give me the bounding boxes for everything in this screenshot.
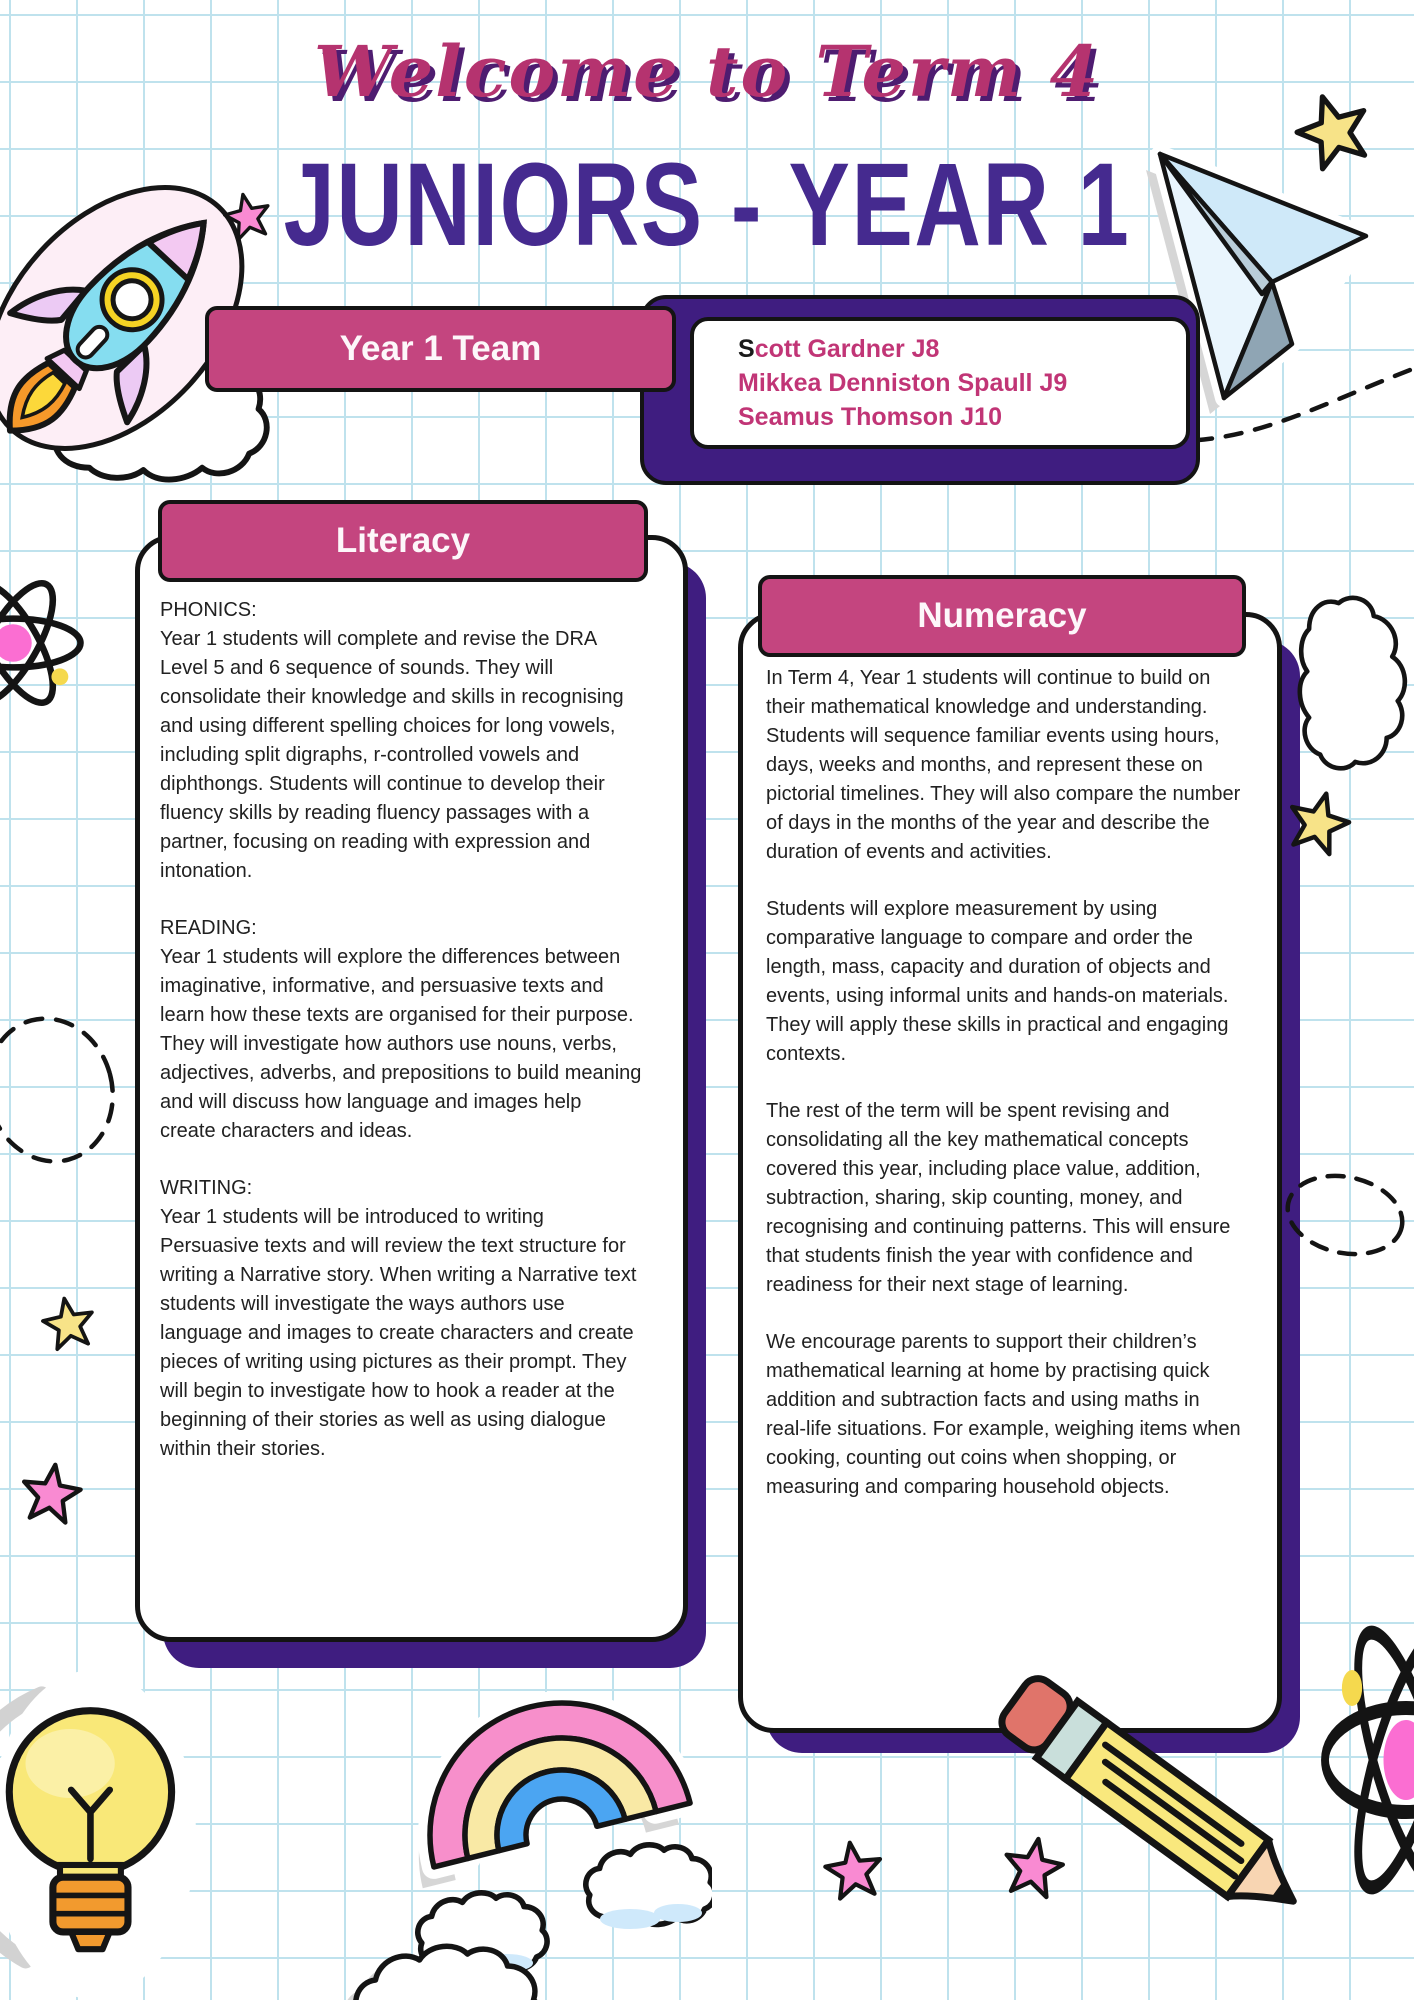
paragraph: We encourage parents to support their children’s mathematical learning at home by practising quick addition and subtraction facts and using maths in real-life situations. For example, weighing items when cooking, counting out coins when shopping, or measuring and comparing household objects. bbox=[766, 1331, 1241, 1498]
paragraph: Students will explore measurement by using comparative language to compare and order the length, mass, capacity and duration of objects and events, using informal units and hands-on materials. They will apply these skills in practical and engaging contexts. bbox=[766, 898, 1229, 1065]
section-heading: PHONICS: bbox=[160, 599, 257, 621]
dashed-loop-icon bbox=[0, 995, 135, 1195]
numeracy-heading: Numeracy bbox=[758, 575, 1246, 657]
literacy-heading: Literacy bbox=[158, 500, 648, 582]
section-heading: WRITING: bbox=[160, 1177, 253, 1199]
pink-star-icon bbox=[820, 1836, 888, 1909]
section-body: Year 1 students will be introduced to writing Persuasive texts and will review the text structure for writing a Narrative story. When writing a Narrative text students will investigate the ways authors use language and images to create characters and create pieces of writing using pictures as their prompt. They will begin to investigate how to hook a reader at the beginning of their stories as well as using dialogue within their stories. bbox=[160, 1206, 637, 1460]
team-members-box bbox=[690, 317, 1190, 449]
literacy-content bbox=[160, 596, 642, 1492]
team-member: Scott Gardner J8 bbox=[738, 335, 940, 363]
cloud-sticker-icon bbox=[345, 1938, 550, 2000]
section-heading: READING: bbox=[160, 917, 257, 939]
section-body: Year 1 students will explore the differences between imaginative, informative, and persuasive texts and learn how these texts are organised for their purpose. They will investigate how authors use nouns, verbs, adjectives, adverbs, and prepositions to build meaning and will discuss how language and images help create characters and ideas. bbox=[160, 946, 642, 1142]
atom-icon bbox=[0, 568, 88, 723]
page-title: JUNIORS - YEAR 1 bbox=[283, 139, 1131, 271]
paragraph: In Term 4, Year 1 students will continue to build on their mathematical knowledge and understanding. Students will sequence familiar events using hours, days, weeks and months, and represent these on pictorial timelines. They will also compare the number of days in the months of the year and describe the duration of events and activities. bbox=[766, 667, 1241, 863]
pink-star-icon bbox=[16, 1458, 87, 1533]
team-label: Year 1 Team bbox=[205, 306, 676, 392]
atom-icon bbox=[1316, 1600, 1414, 1925]
cloud-outline-icon bbox=[1288, 588, 1413, 778]
script-title: Welcome to Term 4 bbox=[313, 30, 1101, 113]
numeracy-content bbox=[766, 664, 1242, 1530]
team-member: Mikkea Denniston Spaull J9 bbox=[738, 369, 1068, 397]
dashed-loop-icon bbox=[1275, 1165, 1414, 1270]
pencil-icon bbox=[985, 1655, 1330, 1970]
lightbulb-icon bbox=[0, 1660, 207, 2000]
cloud-right bbox=[586, 1845, 712, 1929]
section-body: Year 1 students will complete and revise the DRA Level 5 and 6 sequence of sounds. They will consolidate their knowledge and skills in recognising and using different spelling choices for long vowels, including split digraphs, r-controlled vowels and diphthongs. Students will continue to develop their fluency skills by reading fluency passages with a partner, focusing on reading with expression and intonation. bbox=[160, 628, 624, 882]
team-member: Seamus Thomson J10 bbox=[738, 403, 1002, 431]
paragraph: The rest of the term will be spent revising and consolidating all the key mathematical concepts covered this year, including place value, addition, subtraction, sharing, skip counting, money, and recognising and continuing patterns. This will ensure that students finish the year with confidence and readiness for their next stage of learning. bbox=[766, 1100, 1231, 1296]
yellow-star-icon bbox=[37, 1292, 100, 1359]
